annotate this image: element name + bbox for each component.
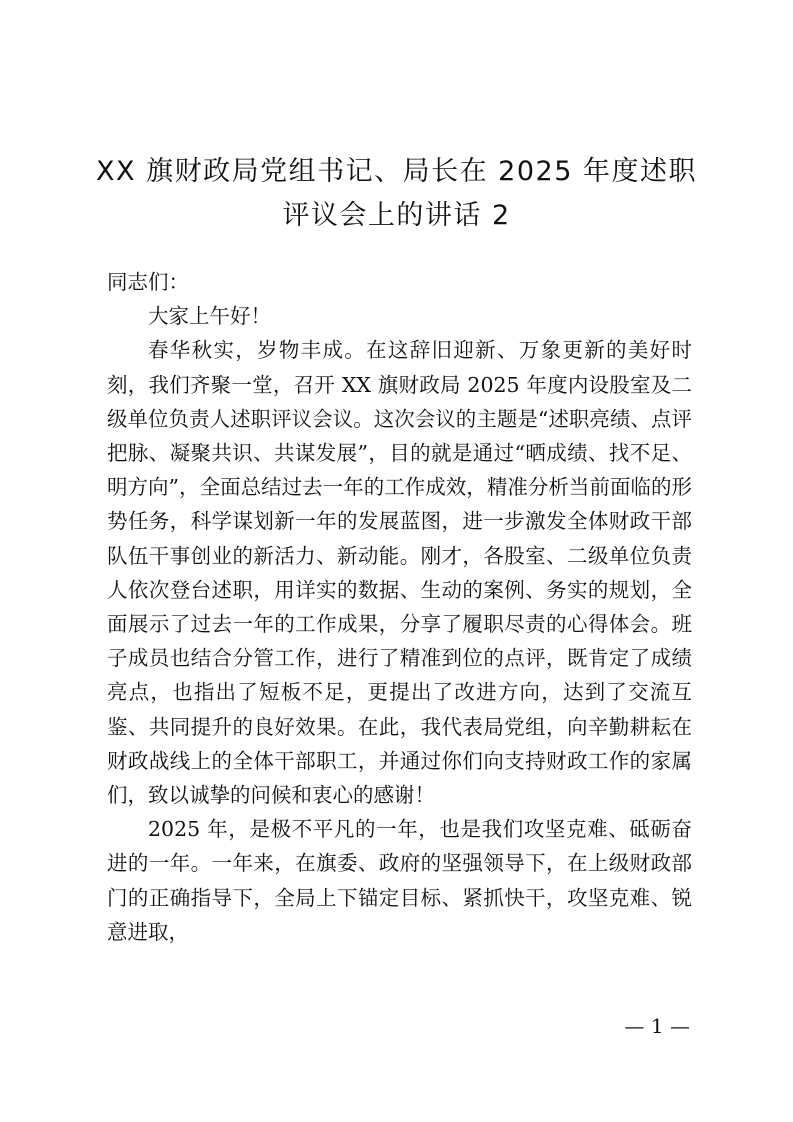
greeting: 大家上午好！: [148, 304, 271, 329]
salutation: 同志们：: [107, 270, 189, 294]
page-number: — 1 —: [624, 1014, 690, 1038]
paragraph-2025-review: 2025 年，是极不平凡的一年，也是我们攻坚克难、砥砺奋进的一年。一年来，在旗委、政府的坚强领导下，在上级财政部门的正确指导下，全局上下锚定目标、紧抓快干，攻坚克难、锐意进取，: [107, 817, 692, 944]
document-title-line-1: XX 旗财政局党组书记、局长在 2025 年度述职: [96, 156, 697, 187]
paragraph-opening: 春华秋实，岁物丰成。在这辞旧迎新、万象更新的美好时刻，我们齐聚一堂，召开 XX 旗财政局 2025 年度内设股室及二级单位负责人述职评议会议。这次会议的主题是“述职亮绩、点评把脉、凝聚共识、共谋发展”，目的就是通过“晒成绩、找不足、明方向”，全面总结过去一年的工作成效，精准分析当前面临的形势任务，科学谋划新一年的发展蓝图，进一步激发全体财政干部队伍干事创业的新活力、新动能。刚才，各股室、二级单位负责人依次登台述职，用详实的数据、生动的案例、务实的规划，全面展示了过去一年的工作成果，分享了履职尽责的心得体会。班子成员也结合分管工作，进行了精准到位的点评，既肯定了成绩亮点，也指出了短板不足，更提出了改进方向，达到了交流互鉴、共同提升的良好效果。在此，我代表局党组，向辛勤耕耘在财政战线上的全体干部职工，并通过你们向支持财政工作的家属们，致以诚挚的问候和衷心的感谢！: [107, 338, 692, 808]
document-title-line-2: 评议会上的讲话 2: [282, 200, 511, 231]
document-body: [107, 265, 692, 949]
